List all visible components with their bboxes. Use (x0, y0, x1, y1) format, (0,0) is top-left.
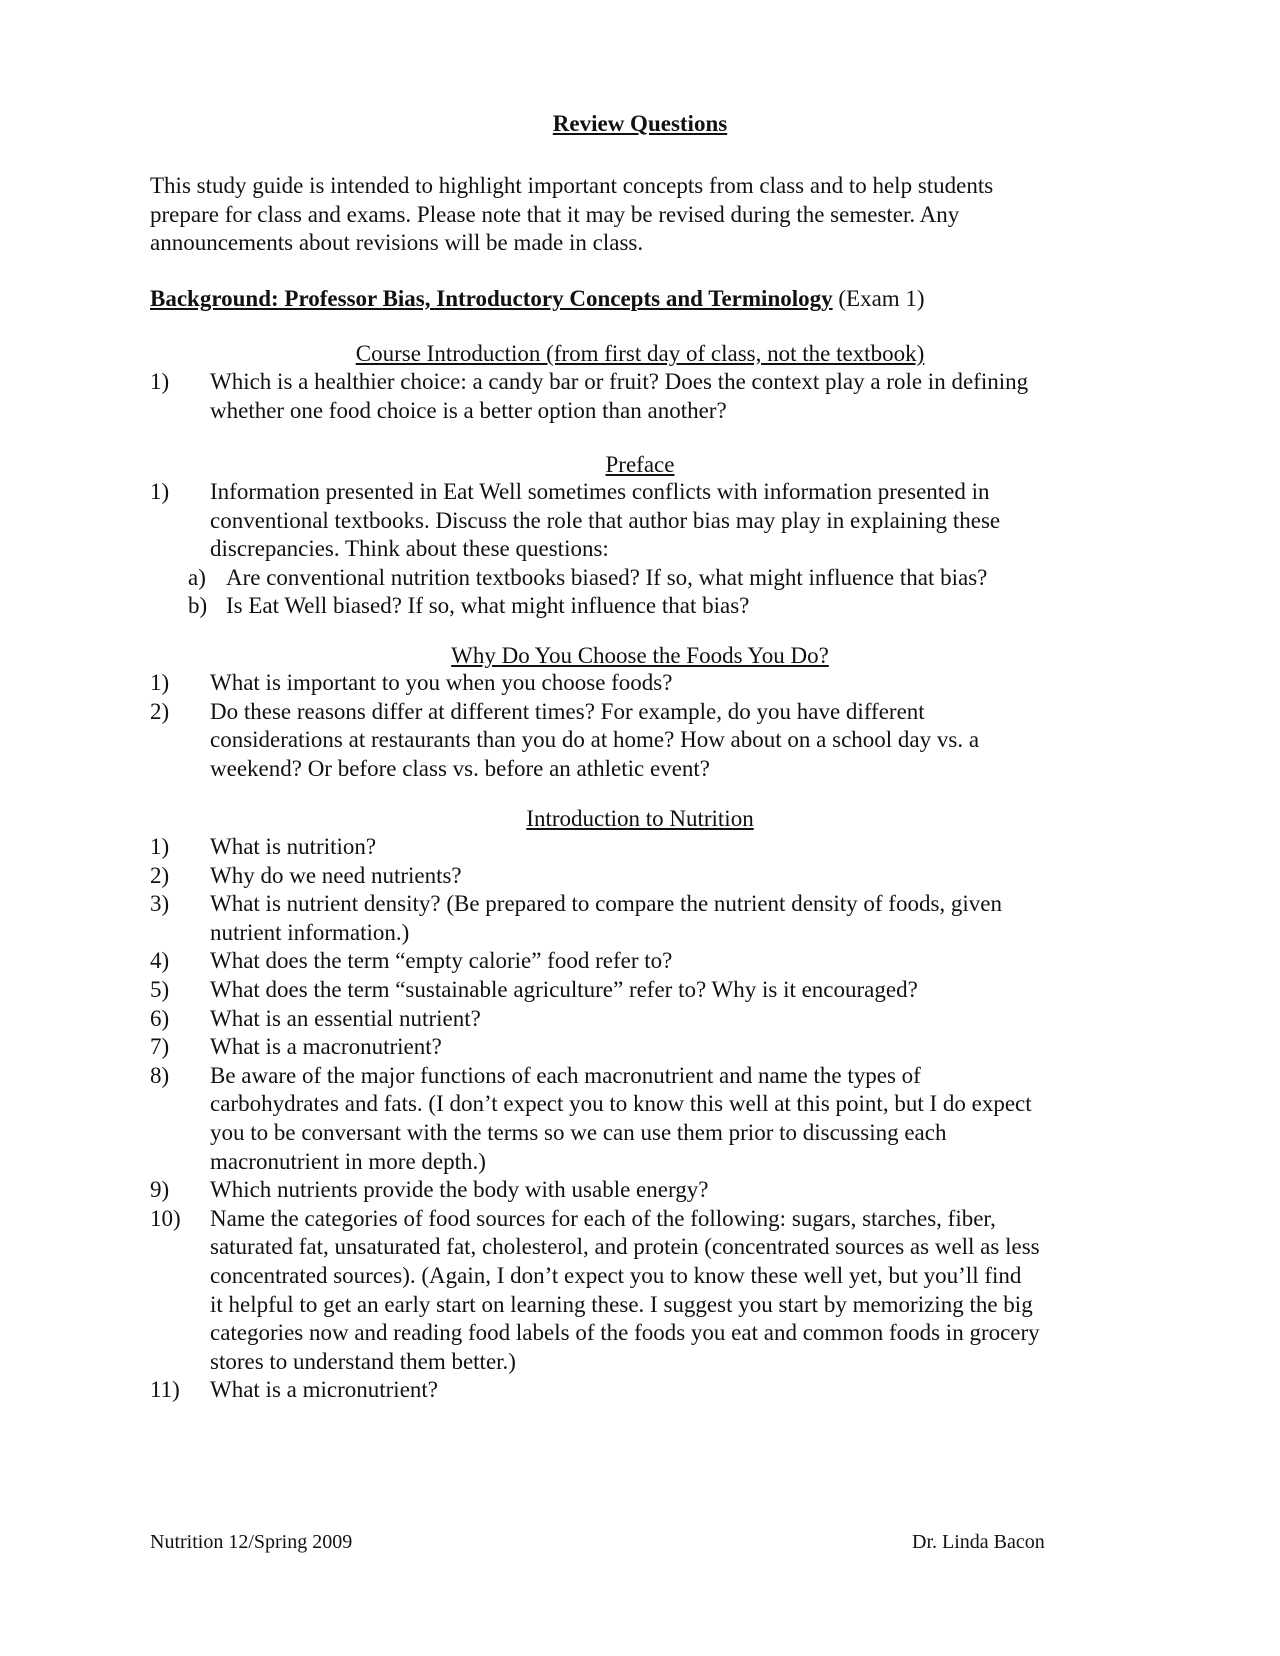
question-number: 1) (150, 479, 170, 504)
subheading-preface: Preface (605, 452, 675, 477)
sub-question-letter: b) (188, 593, 208, 619)
question-text: categories now and reading food labels of the foods you eat and common foods in grocery (210, 1320, 1040, 1346)
intro-line: announcements about revisions will be made in class. (150, 230, 644, 255)
question-text: it helpful to get an early start on learning these. I suggest you start by memorizing the big (210, 1291, 1033, 1317)
section-heading-exam: (Exam 1) (832, 286, 925, 311)
question-text: What does the term “sustainable agriculture” refer to? Why is it encouraged? (210, 976, 918, 1002)
section-heading-title: Background: Professor Bias, Introductory Concepts and Terminology (150, 286, 833, 311)
question-number: 9) (150, 1177, 170, 1203)
question-text: Which nutrients provide the body with usable energy? (210, 1177, 709, 1203)
question-number: 10) (150, 1205, 181, 1231)
question-text: macronutrient in more depth.) (210, 1148, 486, 1174)
question-number: 5) (150, 976, 170, 1002)
question-text: saturated fat, unsaturated fat, cholesterol, and protein (concentrated sources as well as less (210, 1234, 1040, 1260)
sub-question-item (150, 564, 1130, 593)
question-text: Be aware of the major functions of each macronutrient and name the types of (210, 1062, 921, 1088)
sub-question-text: Are conventional nutrition textbooks biased? If so, what might influence that bias? (226, 564, 988, 590)
preface-questions (150, 478, 1130, 621)
question-item (150, 947, 1130, 976)
question-text: whether one food choice is a better option than another? (210, 397, 727, 423)
course-introduction-questions (150, 368, 1130, 425)
question-item (150, 669, 1130, 698)
question-text: weekend? Or before class vs. before an athletic event? (210, 755, 711, 781)
question-text: Do these reasons differ at different times? For example, do you have different (210, 698, 925, 724)
question-number: 1) (150, 834, 170, 859)
question-text: What does the term “empty calorie” food refer to? (210, 948, 673, 974)
question-number: 2) (150, 698, 170, 724)
question-text: What is nutrition? (210, 834, 377, 859)
section-heading (150, 285, 925, 313)
sub-question-text: Is Eat Well biased? If so, what might influence that bias? (226, 593, 750, 619)
subheading-introduction-to-nutrition: Introduction to Nutrition (526, 806, 754, 831)
question-item (150, 833, 1130, 862)
sub-question-item (150, 592, 1130, 621)
intro-line: This study guide is intended to highlight important concepts from class and to help students (150, 173, 994, 198)
subheading-why-choose-foods: Why Do You Choose the Foods You Do? (451, 643, 829, 668)
page-title: Review Questions (552, 111, 728, 136)
question-item (150, 1005, 1130, 1034)
question-text: What is important to you when you choose foods? (210, 670, 673, 695)
question-item (150, 1205, 1130, 1377)
question-text: stores to understand them better.) (210, 1348, 516, 1374)
question-number: 2) (150, 862, 170, 888)
sub-question-letter: a) (188, 564, 206, 590)
question-number: 7) (150, 1034, 170, 1060)
question-text: Why do we need nutrients? (210, 862, 462, 888)
question-text: discrepancies. Think about these questions: (210, 536, 609, 562)
question-text: What is a macronutrient? (210, 1034, 442, 1060)
question-item (150, 368, 1130, 425)
why-choose-foods-questions (150, 669, 1130, 783)
intro-paragraph (150, 172, 1110, 258)
introduction-to-nutrition-questions (150, 833, 1130, 1405)
question-text: Information presented in Eat Well sometimes conflicts with information presented in (210, 479, 990, 504)
intro-line: prepare for class and exams. Please note that it may be revised during the semester. Any (150, 201, 960, 227)
footer-course: Nutrition 12/Spring 2009 (150, 1531, 353, 1553)
question-text: Which is a healthier choice: a candy bar or fruit? Does the context play a role in defining (210, 369, 1029, 394)
question-text: What is an essential nutrient? (210, 1005, 481, 1031)
question-item (150, 698, 1130, 784)
question-number: 1) (150, 369, 170, 394)
question-item (150, 1176, 1130, 1205)
question-item (150, 976, 1130, 1005)
question-item (150, 890, 1130, 947)
question-text: carbohydrates and fats. (I don’t expect you to know this well at this point, but I do expect (210, 1091, 1032, 1117)
question-number: 4) (150, 948, 170, 974)
question-text: concentrated sources). (Again, I don’t expect you to know these well yet, but you’ll find (210, 1262, 1022, 1288)
question-item (150, 1033, 1130, 1062)
question-text: Name the categories of food sources for each of the following: sugars, starches, fiber, (210, 1205, 996, 1231)
subheading-course-introduction: Course Introduction (from first day of class, not the textbook) (355, 341, 925, 366)
question-number: 11) (150, 1377, 180, 1403)
question-text: What is a micronutrient? (210, 1377, 439, 1403)
question-text: nutrient information.) (210, 919, 410, 945)
question-item (150, 862, 1130, 891)
question-number: 8) (150, 1062, 170, 1088)
question-item (150, 478, 1130, 564)
question-number: 1) (150, 670, 170, 695)
question-text: conventional textbooks. Discuss the role that author bias may play in explaining these (210, 507, 1001, 533)
question-item (150, 1062, 1130, 1176)
question-number: 6) (150, 1005, 170, 1031)
question-text: considerations at restaurants than you do at home? How about on a school day vs. a (210, 727, 980, 753)
question-text: you to be conversant with the terms so we can use them prior to discussing each (210, 1119, 947, 1145)
footer-author: Dr. Linda Bacon (912, 1531, 1045, 1553)
question-number: 3) (150, 891, 170, 917)
question-text: What is nutrient density? (Be prepared to compare the nutrient density of foods, given (210, 891, 1002, 917)
question-item (150, 1376, 1130, 1405)
